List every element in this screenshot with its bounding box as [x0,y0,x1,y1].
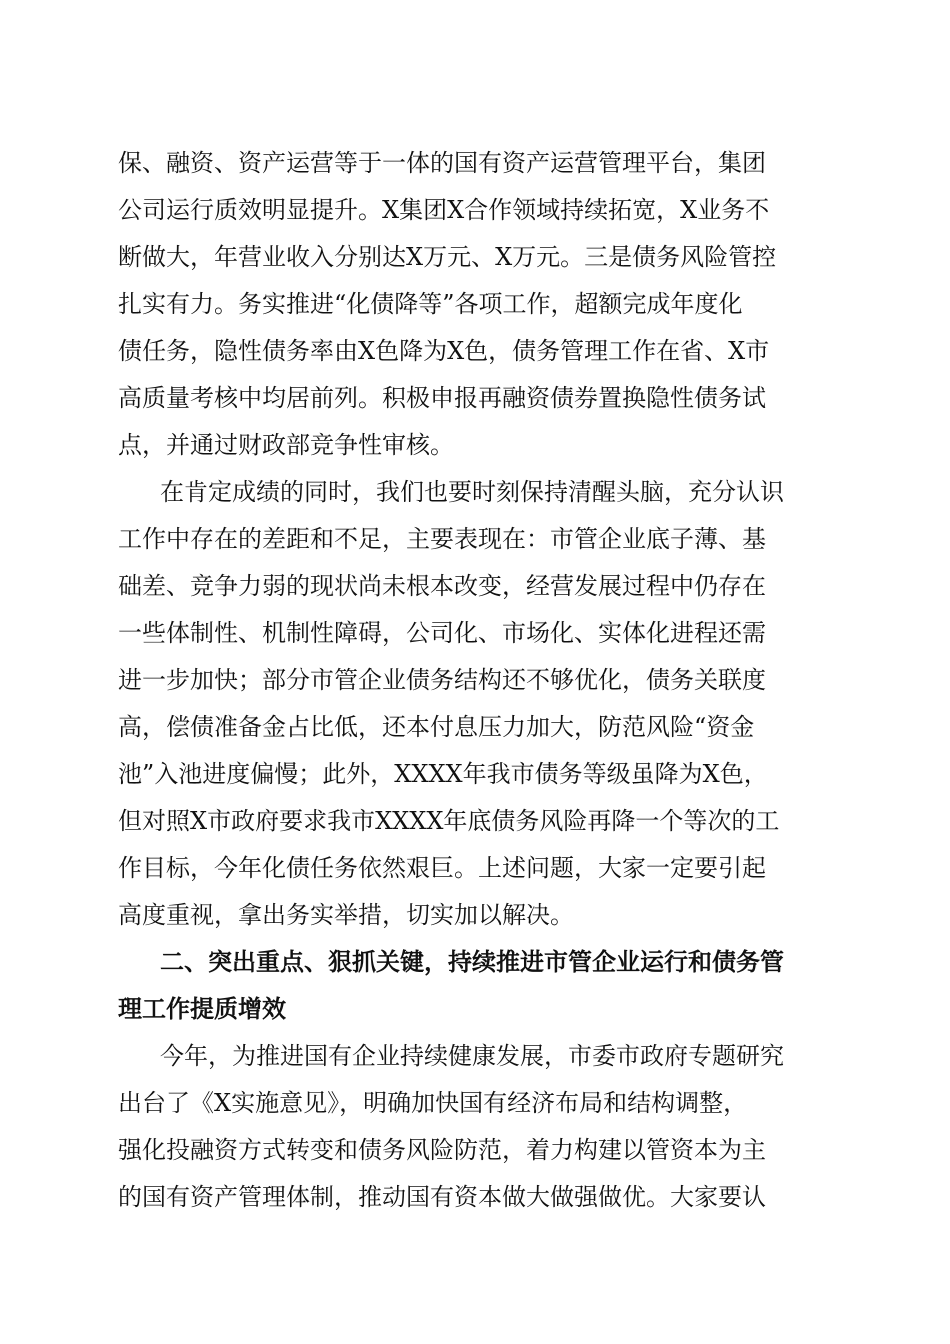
section-heading-line: 二、突出重点、狠抓关键，持续推进市管企业运行和债务管 [160,948,784,976]
paragraph-line: 断做大，年营业收入分别达X万元、X万元。三是债务风险管控 [118,243,777,271]
paragraph-line: 公司运行质效明显提升。X集团X合作领域持续拓宽，X业务不 [118,196,770,224]
paragraph-line: 池”入池进度偏慢；此外，XXXX年我市债务等级虽降为X色， [118,760,768,788]
paragraph-line: 今年，为推进国有企业持续健康发展，市委市政府专题研究 [160,1042,784,1070]
paragraph-line: 工作中存在的差距和不足，主要表现在：市管企业底子薄、基 [118,525,766,553]
paragraph-line: 点，并通过财政部竞争性审核。 [118,431,454,459]
section-heading-line: 理工作提质增效 [118,995,286,1023]
paragraph-line: 出台了《X实施意见》，明确加快国有经济布局和结构调整， [118,1089,748,1117]
paragraph-line: 强化投融资方式转变和债务风险防范，着力构建以管资本为主 [118,1136,766,1164]
paragraph-line: 在肯定成绩的同时，我们也要时刻保持清醒头脑，充分认识 [160,478,784,506]
paragraph-line: 一些体制性、机制性障碍，公司化、市场化、实体化进程还需 [118,619,766,647]
paragraph-line: 扎实有力。务实推进“化债降等”各项工作，超额完成年度化 [118,290,743,318]
paragraph-line: 的国有资产管理体制，推动国有资本做大做强做优。大家要认 [118,1183,766,1211]
paragraph-line: 高质量考核中均居前列。积极申报再融资债券置换隐性债务试 [118,384,766,412]
paragraph-line: 但对照X市政府要求我市XXXX年底债务风险再降一个等次的工 [118,807,780,835]
paragraph-line: 债任务，隐性债务率由X色降为X色，债务管理工作在省、X市 [118,337,770,365]
paragraph-line: 作目标，今年化债任务依然艰巨。上述问题，大家一定要引起 [118,854,766,882]
paragraph-line: 础差、竞争力弱的现状尚未根本改变，经营发展过程中仍存在 [118,572,766,600]
paragraph-line: 进一步加快；部分市管企业债务结构还不够优化，债务关联度 [118,666,766,694]
paragraph-line: 保、融资、资产运营等于一体的国有资产运营管理平台，集团 [118,149,766,177]
paragraph-line: 高度重视，拿出务实举措，切实加以解决。 [118,901,574,929]
paragraph-line: 高，偿债准备金占比低，还本付息压力加大，防范风险“资金 [118,713,755,741]
